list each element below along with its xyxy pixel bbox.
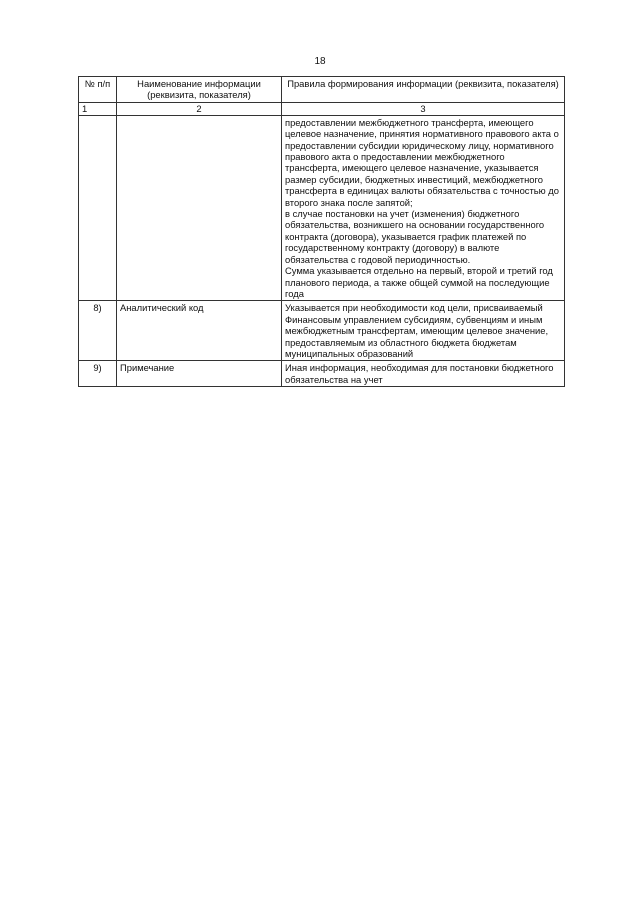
table-header-row xyxy=(79,77,565,103)
page-number: 18 xyxy=(314,56,326,67)
column-numbers-row xyxy=(79,102,565,115)
column-number-3: 3 xyxy=(282,102,565,115)
column-number-1: 1 xyxy=(79,102,117,115)
table-row xyxy=(79,361,565,387)
rules-paragraph: Указывается при необходимости код цели, присваиваемый Финансовым управлением субсидиям, субвенциям и иным межбюджетным трансфертам, имеющим целевое значение, предоставляемым из областного бюджета бюджетам муниципальных образований xyxy=(285,302,549,359)
row-number xyxy=(79,115,117,301)
header-number: № п/п xyxy=(79,77,117,103)
row-rules xyxy=(282,301,565,361)
rules-paragraph: Иная информация, необходимая для постановки бюджетного обязательства на учет xyxy=(285,362,554,385)
row-number: 9) xyxy=(79,361,117,387)
header-name: Наименование информации (реквизита, показателя) xyxy=(117,77,282,103)
row-name: Примечание xyxy=(117,361,282,387)
row-rules xyxy=(282,115,565,301)
header-rules: Правила формирования информации (реквизита, показателя) xyxy=(282,77,565,103)
row-number: 8) xyxy=(79,301,117,361)
rules-paragraph: Сумма указывается отдельно на первый, второй и третий год планового периода, а также общей суммой на последующие года xyxy=(285,265,553,299)
rules-paragraph: в случае постановки на учет (изменения) бюджетного обязательства, возникшего на основании государственного контракта (договора), указывается график платежей по государственному контракту (договору) в валюте обязательства с годовой периодичностью. xyxy=(285,208,545,265)
table-row xyxy=(79,115,565,301)
rules-paragraph: предоставлении межбюджетного трансферта, имеющего целевое назначение, принятия нормативного правового акта о предоставлении субсидии юридическому лицу, нормативного правового акта о предоставлении межбюджетного трансферта, имеющего целевое назначение, указывается размер субсидии, бюджетных инвестиций, межбюджетного трансферта в единицах валюты обязательства с точностью до второго знака после запятой; xyxy=(285,116,559,208)
row-name: Аналитический код xyxy=(117,301,282,361)
table-row xyxy=(79,301,565,361)
row-name xyxy=(117,115,282,301)
requisites-table xyxy=(78,76,565,387)
column-number-2: 2 xyxy=(117,102,282,115)
row-rules xyxy=(282,361,565,387)
